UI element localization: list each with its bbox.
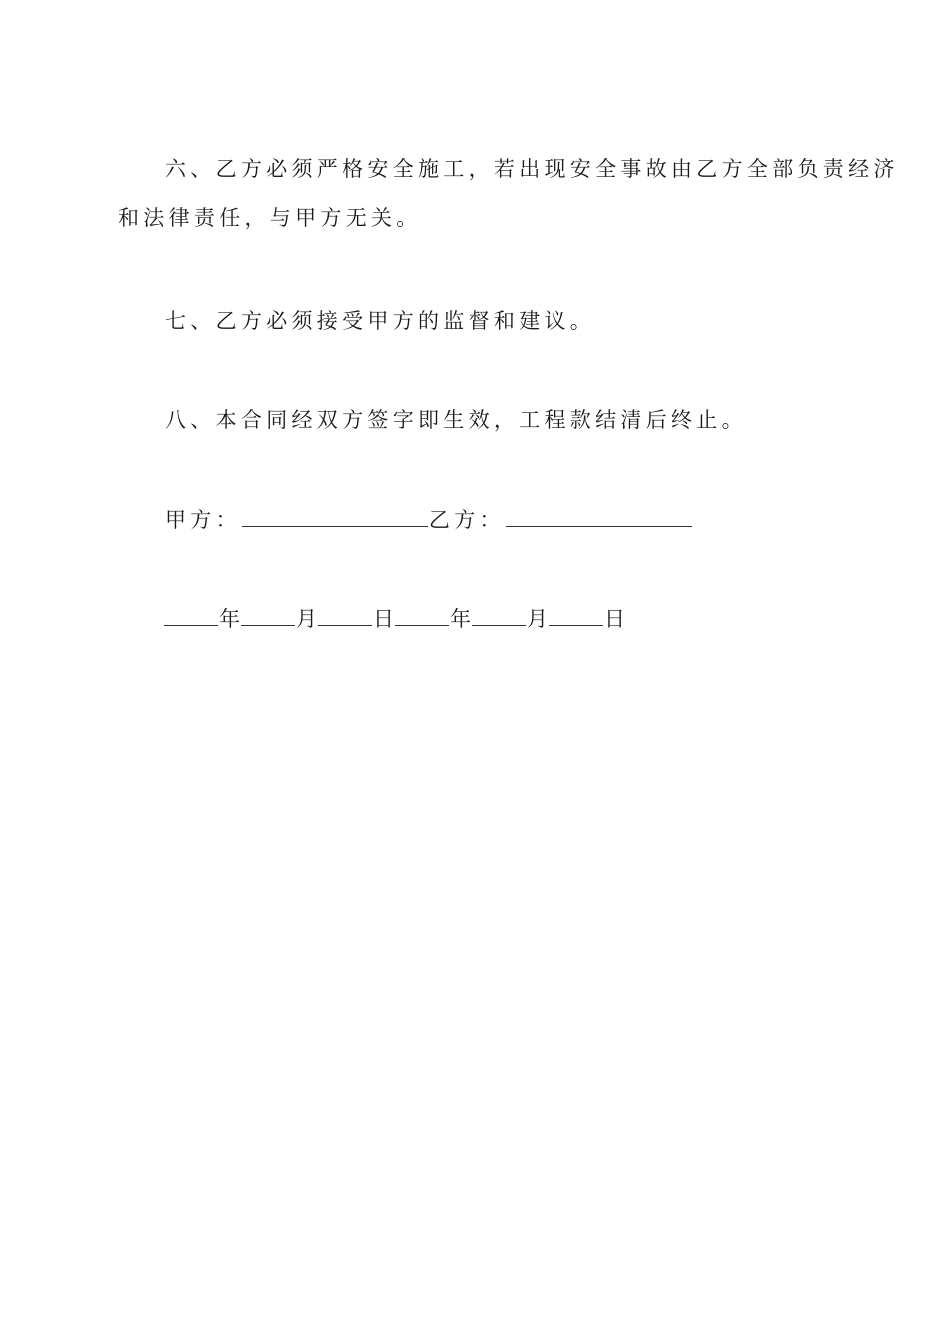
clause-7: 七、乙方必须接受甲方的监督和建议。 — [165, 309, 596, 333]
party-b-day-label: 日 — [604, 607, 625, 631]
party-a-label: 甲方： — [165, 508, 241, 532]
party-b-label: 乙方： — [428, 508, 505, 532]
party-a-year-blank — [164, 604, 218, 626]
party-a-day-blank — [318, 604, 372, 626]
party-b-signature-blank — [506, 505, 692, 527]
party-b-year-label: 年 — [450, 607, 471, 631]
clause-6-line-2: 和法律责任，与甲方无关。 — [118, 206, 422, 230]
party-b-day-blank — [549, 604, 603, 626]
party-b-month-blank — [472, 604, 526, 626]
party-a-month-label: 月 — [296, 607, 317, 631]
party-b-year-blank — [395, 604, 449, 626]
party-a-year-label: 年 — [219, 607, 240, 631]
party-b-month-label: 月 — [527, 607, 548, 631]
clause-8: 八、本合同经双方签字即生效，工程款结清后终止。 — [165, 408, 747, 432]
party-a-month-blank — [241, 604, 295, 626]
date-line — [163, 604, 625, 633]
party-a-day-label: 日 — [373, 607, 394, 631]
clause-6-line-1: 六、乙方必须严格安全施工，若出现安全事故由乙方全部负责经济 — [165, 157, 899, 181]
signature-line — [165, 505, 693, 534]
party-a-signature-blank — [242, 505, 428, 527]
